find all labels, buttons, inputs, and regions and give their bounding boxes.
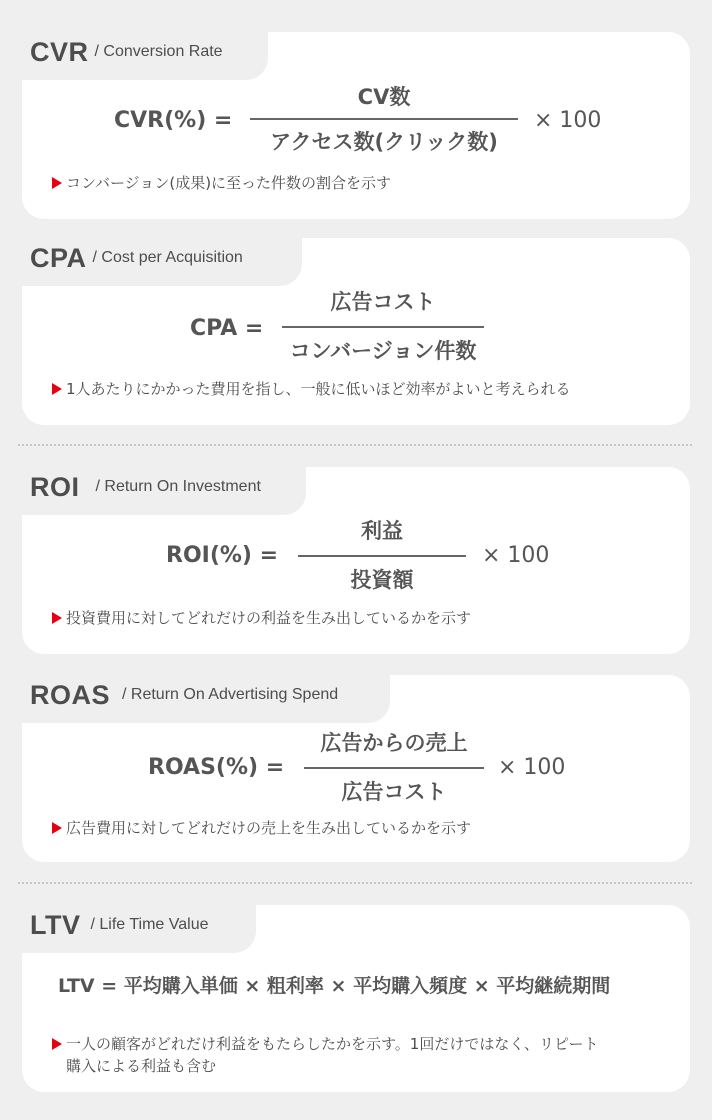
cpa-denominator: コンバージョン件数 [289, 338, 477, 363]
roi-subtitle: / Return On Investment [95, 478, 261, 495]
divider [18, 882, 692, 884]
triangle-marker-icon [52, 383, 62, 395]
cvr-subtitle: / Conversion Rate [94, 43, 223, 60]
ltv-subtitle: / Life Time Value [90, 916, 209, 933]
roi-fraction [298, 515, 466, 593]
roas-title-tab [22, 667, 390, 723]
cvr-denominator: アクセス数(クリック数) [270, 129, 498, 154]
cpa-fraction [282, 286, 484, 364]
roas-card [22, 675, 690, 862]
roi-numerator: 利益 [361, 519, 403, 543]
roi-note [52, 607, 471, 629]
cpa-note [52, 378, 571, 400]
roi-multiplier: × 100 [482, 543, 550, 568]
ltv-title-tab [22, 897, 256, 953]
roas-numerator: 広告からの売上 [320, 731, 468, 755]
roas-formula-lhs: ROAS(%) = [148, 755, 285, 780]
triangle-marker-icon [52, 822, 62, 834]
roi-title: ROI [30, 471, 80, 502]
roas-fraction [304, 727, 484, 805]
triangle-marker-icon [52, 177, 62, 189]
cpa-note-text: 1人あたりにかかった費用を指し、一般に低いほど効率がよいと考えられる [66, 380, 571, 398]
cpa-card [22, 238, 690, 425]
roas-multiplier: × 100 [498, 755, 566, 780]
cvr-numerator: CV数 [357, 85, 411, 109]
roi-card [22, 467, 690, 654]
roi-denominator: 投資額 [350, 567, 414, 592]
cvr-title: CVR [30, 36, 89, 67]
roi-title-tab [22, 459, 306, 515]
ltv-card [22, 905, 690, 1092]
roas-denominator: 広告コスト [341, 779, 447, 804]
cvr-multiplier: × 100 [534, 108, 602, 133]
roi-note-text: 投資費用に対してどれだけの利益を生み出しているかを示す [66, 609, 472, 627]
cvr-title-tab [22, 24, 268, 80]
roas-note-text: 広告費用に対してどれだけの売上を生み出しているかを示す [66, 819, 472, 837]
ltv-note [52, 1033, 666, 1077]
divider [18, 444, 692, 446]
ltv-note-line1: 一人の顧客がどれだけ利益をもたらしたかを示す。1回だけではなく、リピート [66, 1035, 599, 1053]
triangle-marker-icon [52, 612, 62, 624]
triangle-marker-icon [52, 1038, 62, 1050]
roas-note [52, 817, 471, 839]
cvr-card [22, 32, 690, 219]
roi-formula-lhs: ROI(%) = [166, 543, 279, 568]
roas-subtitle: / Return On Advertising Spend [122, 686, 339, 703]
ltv-title: LTV [30, 909, 81, 940]
cpa-subtitle: / Cost per Acquisition [92, 249, 243, 266]
ltv-formula: LTV = 平均購入単価 × 粗利率 × 平均購入頻度 × 平均継続期間 [58, 975, 611, 997]
cpa-title: CPA [30, 242, 87, 273]
cvr-note-text: コンバージョン(成果)に至った件数の割合を示す [66, 174, 392, 192]
cvr-fraction [250, 82, 518, 156]
cvr-formula-lhs: CVR(%) = [114, 108, 233, 133]
cpa-formula-lhs: CPA = [190, 316, 264, 341]
cpa-title-tab [22, 230, 302, 286]
cvr-note [52, 172, 391, 194]
roas-title: ROAS [30, 679, 111, 710]
ltv-note-line2: 購入による利益も含む [66, 1057, 217, 1075]
cpa-numerator: 広告コスト [330, 290, 436, 314]
